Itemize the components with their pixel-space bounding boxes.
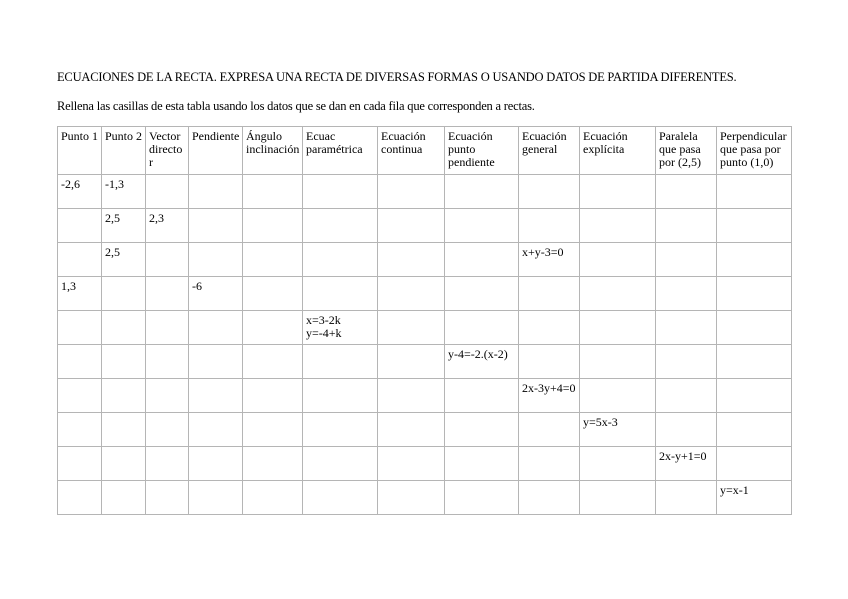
table-cell[interactable] <box>656 345 717 379</box>
table-cell[interactable] <box>445 243 519 277</box>
table-cell[interactable] <box>102 345 146 379</box>
equations-table <box>57 126 792 515</box>
table-row <box>58 311 792 345</box>
table-cell[interactable] <box>580 209 656 243</box>
table-cell[interactable] <box>580 243 656 277</box>
table-cell[interactable] <box>445 277 519 311</box>
table-cell[interactable] <box>519 209 580 243</box>
table-cell[interactable] <box>303 209 378 243</box>
table-cell[interactable] <box>519 277 580 311</box>
table-row <box>58 175 792 209</box>
table-cell[interactable] <box>189 175 243 209</box>
table-row <box>58 277 792 311</box>
table-cell[interactable]: 2,5 <box>102 209 146 243</box>
table-cell[interactable] <box>58 345 102 379</box>
table-cell[interactable] <box>58 209 102 243</box>
table-cell[interactable] <box>519 413 580 447</box>
table-cell[interactable]: 2x-y+1=0 <box>656 447 717 481</box>
table-body <box>58 175 792 515</box>
table-cell[interactable] <box>717 277 792 311</box>
table-cell[interactable]: 1,3 <box>58 277 102 311</box>
table-cell[interactable] <box>445 447 519 481</box>
table-row <box>58 209 792 243</box>
table-cell[interactable]: 2,5 <box>102 243 146 277</box>
table-cell[interactable]: 2x-3y+4=0 <box>519 379 580 413</box>
table-cell[interactable] <box>146 243 189 277</box>
table-row <box>58 481 792 515</box>
table-cell[interactable] <box>243 379 303 413</box>
table-cell[interactable] <box>378 209 445 243</box>
column-header: Paralela que pasa por (2,5) <box>656 127 717 175</box>
table-cell[interactable] <box>378 379 445 413</box>
table-cell[interactable] <box>656 379 717 413</box>
column-header: Ecuación general <box>519 127 580 175</box>
table-cell[interactable] <box>189 311 243 345</box>
table-cell[interactable] <box>656 413 717 447</box>
table-cell[interactable] <box>58 481 102 515</box>
table-cell[interactable] <box>58 311 102 345</box>
table-cell[interactable] <box>58 447 102 481</box>
table-cell[interactable] <box>445 379 519 413</box>
table-cell[interactable] <box>189 413 243 447</box>
table-cell[interactable] <box>378 175 445 209</box>
table-cell[interactable] <box>580 311 656 345</box>
document-title: ECUACIONES DE LA RECTA. EXPRESA UNA RECTA DE DIVERSAS FORMAS O USANDO DATOS DE PARTIDA DIFERENTES. <box>57 70 737 84</box>
table-cell[interactable] <box>303 175 378 209</box>
column-header: Ecuación explícita <box>580 127 656 175</box>
table-cell[interactable] <box>243 311 303 345</box>
table-row <box>58 345 792 379</box>
table-cell[interactable] <box>303 481 378 515</box>
table-cell[interactable] <box>717 413 792 447</box>
table-cell[interactable]: x=3-2k y=-4+k <box>303 311 378 345</box>
table-cell[interactable] <box>378 243 445 277</box>
table-cell[interactable] <box>243 209 303 243</box>
table-cell[interactable] <box>146 175 189 209</box>
table-cell[interactable] <box>102 413 146 447</box>
column-header: Punto 1 <box>58 127 102 175</box>
table-cell[interactable] <box>656 209 717 243</box>
table-cell[interactable] <box>445 175 519 209</box>
table-cell[interactable] <box>303 379 378 413</box>
table-cell[interactable] <box>243 243 303 277</box>
table-row <box>58 447 792 481</box>
table-cell[interactable] <box>243 345 303 379</box>
table-cell[interactable] <box>146 345 189 379</box>
table-cell[interactable] <box>580 481 656 515</box>
table-cell[interactable] <box>146 481 189 515</box>
table-cell[interactable] <box>303 345 378 379</box>
column-header: Ecuación punto pendiente <box>445 127 519 175</box>
table-row <box>58 413 792 447</box>
table-header-row <box>58 127 792 175</box>
column-header: Pendiente <box>189 127 243 175</box>
column-header: Punto 2 <box>102 127 146 175</box>
table-cell[interactable] <box>717 175 792 209</box>
column-header: Perpendicular que pasa por punto (1,0) <box>717 127 792 175</box>
table-cell[interactable]: 2,3 <box>146 209 189 243</box>
table-cell[interactable] <box>58 379 102 413</box>
table-cell[interactable] <box>102 311 146 345</box>
table-cell[interactable] <box>717 447 792 481</box>
table-cell[interactable] <box>189 345 243 379</box>
table-cell[interactable] <box>146 447 189 481</box>
table-cell[interactable] <box>378 345 445 379</box>
table-cell[interactable] <box>146 277 189 311</box>
table-cell[interactable]: -2,6 <box>58 175 102 209</box>
table-row <box>58 379 792 413</box>
table-cell[interactable] <box>303 277 378 311</box>
table-cell[interactable] <box>243 447 303 481</box>
table-cell[interactable] <box>717 379 792 413</box>
table-cell[interactable] <box>519 447 580 481</box>
column-header: Ecuación continua <box>378 127 445 175</box>
table-cell[interactable] <box>519 311 580 345</box>
table-cell[interactable] <box>445 311 519 345</box>
table-cell[interactable] <box>189 209 243 243</box>
table-cell[interactable] <box>58 243 102 277</box>
column-header: Vector director <box>146 127 189 175</box>
table-cell[interactable] <box>58 413 102 447</box>
table-cell[interactable] <box>717 243 792 277</box>
table-cell[interactable] <box>303 243 378 277</box>
table-cell[interactable]: y=5x-3 <box>580 413 656 447</box>
table-cell[interactable] <box>445 209 519 243</box>
instructions-text: Rellena las casillas de esta tabla usando los datos que se dan en cada fila que corresponden a rectas. <box>57 99 535 113</box>
column-header: Ecuac paramétrica <box>303 127 378 175</box>
table-cell[interactable] <box>146 311 189 345</box>
table-cell[interactable]: -1,3 <box>102 175 146 209</box>
table-cell[interactable] <box>378 447 445 481</box>
table-cell[interactable]: x+y-3=0 <box>519 243 580 277</box>
table-cell[interactable]: -6 <box>189 277 243 311</box>
table-cell[interactable] <box>243 481 303 515</box>
table-cell[interactable] <box>580 175 656 209</box>
table-cell[interactable] <box>580 277 656 311</box>
table-cell[interactable] <box>519 481 580 515</box>
table-cell[interactable]: y=x-1 <box>717 481 792 515</box>
column-header: Ángulo inclinación <box>243 127 303 175</box>
table-cell[interactable] <box>102 277 146 311</box>
table-cell[interactable] <box>146 379 189 413</box>
table-cell[interactable] <box>656 311 717 345</box>
table-cell[interactable] <box>656 175 717 209</box>
table-cell[interactable] <box>656 243 717 277</box>
table-cell[interactable] <box>717 345 792 379</box>
table-cell[interactable] <box>243 175 303 209</box>
table-cell[interactable] <box>102 481 146 515</box>
table-cell[interactable] <box>189 447 243 481</box>
table-cell[interactable] <box>378 311 445 345</box>
table-cell[interactable] <box>243 413 303 447</box>
table-cell[interactable] <box>445 481 519 515</box>
table-cell[interactable] <box>378 277 445 311</box>
table-cell[interactable] <box>102 447 146 481</box>
table-cell[interactable] <box>717 311 792 345</box>
table-cell[interactable] <box>102 379 146 413</box>
table-cell[interactable] <box>580 447 656 481</box>
table-cell[interactable] <box>378 481 445 515</box>
table-cell[interactable] <box>146 413 189 447</box>
table-cell[interactable]: y-4=-2.(x-2) <box>445 345 519 379</box>
table-row <box>58 243 792 277</box>
table-cell[interactable] <box>656 481 717 515</box>
table-cell[interactable] <box>580 379 656 413</box>
table-cell[interactable] <box>303 447 378 481</box>
table-cell[interactable] <box>378 413 445 447</box>
table-cell[interactable] <box>189 243 243 277</box>
table-cell[interactable] <box>303 413 378 447</box>
table-cell[interactable] <box>445 413 519 447</box>
table-cell[interactable] <box>189 481 243 515</box>
table-cell[interactable] <box>656 277 717 311</box>
table-cell[interactable] <box>189 379 243 413</box>
table-cell[interactable] <box>717 209 792 243</box>
table-cell[interactable] <box>580 345 656 379</box>
table-cell[interactable] <box>519 345 580 379</box>
table-cell[interactable] <box>243 277 303 311</box>
table-cell[interactable] <box>519 175 580 209</box>
